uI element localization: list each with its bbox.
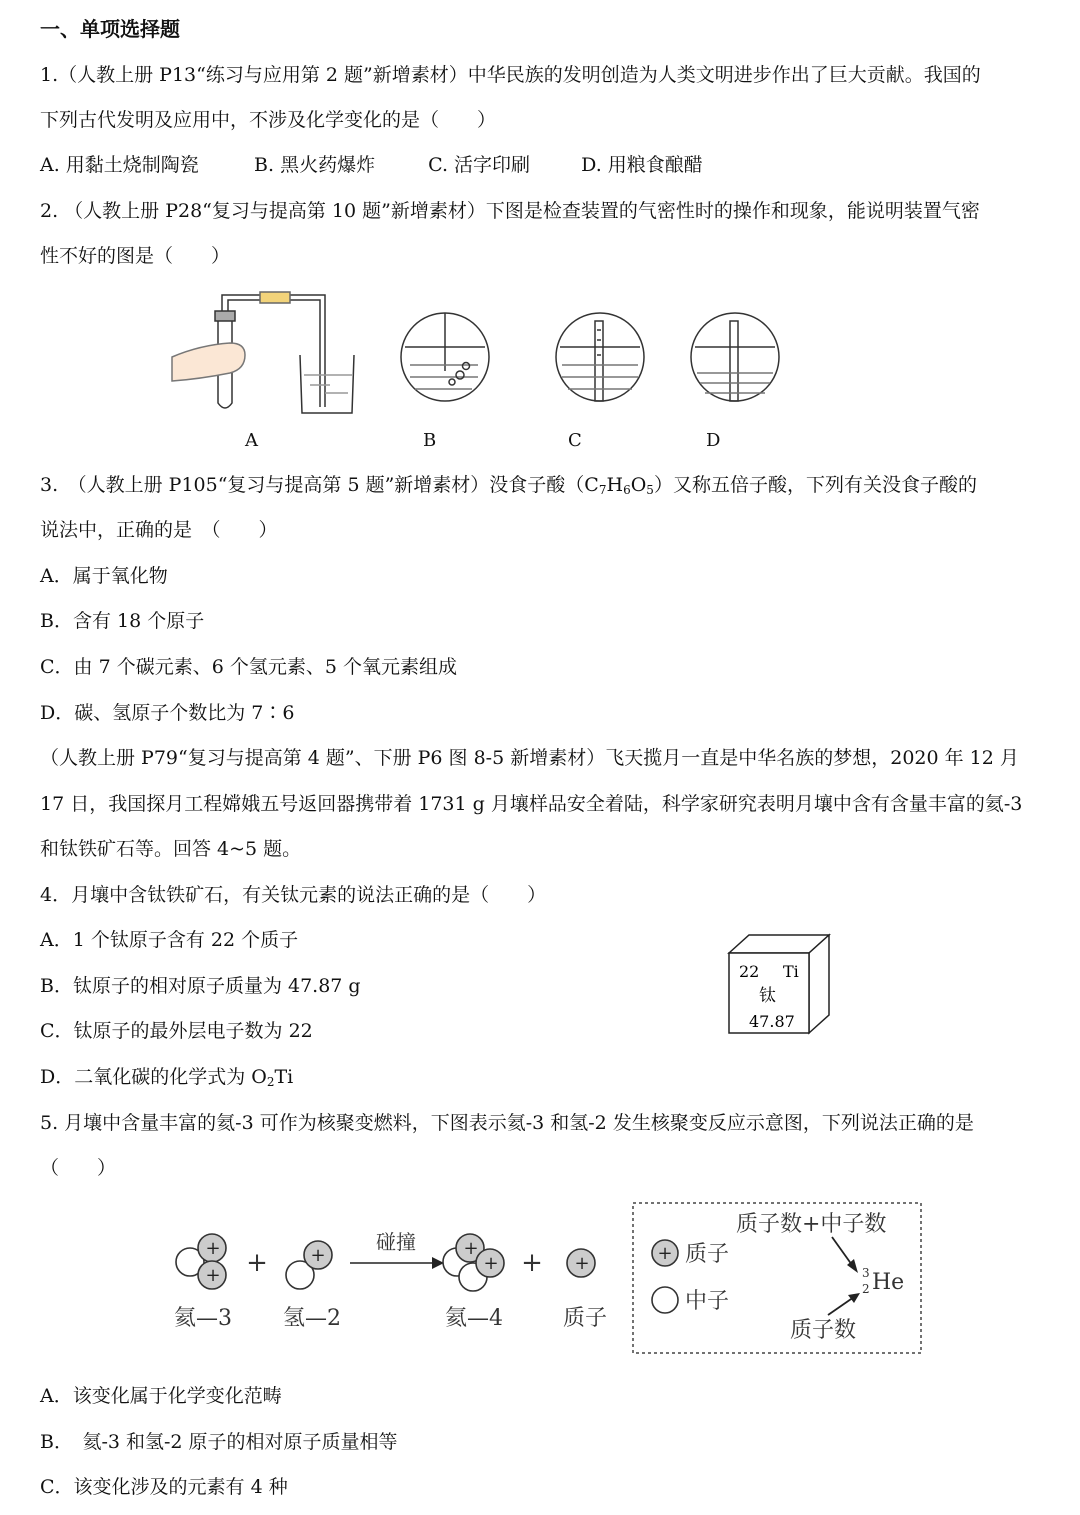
proton-plus-icon: + (310, 1245, 326, 1266)
q1-option-d[interactable]: D. 用粮食酿醋 (581, 154, 703, 176)
q1-stem-line1: 1.（人教上册 P13“练习与应用第 2 题”新增素材）中华民族的发明创造为人类文明进步作出了巨大贡献。我国的 (40, 64, 981, 86)
plus-sign-1: + (246, 1248, 268, 1278)
isotope-number: 2 (862, 1282, 870, 1296)
q4-option-b[interactable]: B．钛原子的相对原子质量为 47.87 g (40, 975, 361, 997)
proton-plus-icon: + (574, 1253, 590, 1274)
titanium-element-card (725, 933, 835, 1037)
legend-bottom-label: 质子数 (790, 1318, 857, 1343)
airtightness-figure (160, 285, 800, 425)
q5-option-c[interactable]: C．该变化涉及的元素有 4 种 (40, 1476, 288, 1498)
arrow-label: 碰撞 (376, 1230, 416, 1254)
section-title: 一、单项选择题 (40, 17, 180, 41)
q3-option-a[interactable]: A．属于氧化物 (40, 565, 168, 587)
proton-plus-icon: + (205, 1265, 221, 1286)
intro-line1: （人教上册 P79“复习与提高第 4 题”、下册 P6 图 8-5 新增素材）飞天揽月一直是中华名族的梦想，2020 年 12 月 (40, 747, 1019, 769)
circle-b (401, 313, 489, 401)
figure-label-a[interactable]: A (245, 430, 258, 451)
legend-neutron-icon (652, 1287, 678, 1313)
q5-stem-line1: 5. 月壤中含量丰富的氦-3 可作为核聚变燃料，下图表示氦-3 和氢-2 发生核聚变反应示意图，下列说法正确的是 (40, 1112, 974, 1134)
q3-option-c[interactable]: C．由 7 个碳元素、6 个氢元素、5 个氧元素组成 (40, 656, 457, 678)
q1-option-b[interactable]: B. 黑火药爆炸 (254, 154, 376, 176)
legend-proton-icon: + (657, 1243, 673, 1264)
figure-label-b[interactable]: B (423, 430, 437, 451)
label-proton: 质子 (562, 1306, 608, 1331)
proton-plus-icon: + (463, 1238, 479, 1259)
plus-sign-2: + (521, 1248, 543, 1278)
q3-option-d[interactable]: D．碳、氢原子个数比为 7∶6 (40, 702, 295, 724)
proton-plus-icon: + (483, 1253, 499, 1274)
q5-option-a[interactable]: A．该变化属于化学变化范畴 (40, 1385, 282, 1407)
q5-option-b[interactable]: B． 氦-3 和氢-2 原子的相对原子质量相等 (40, 1431, 398, 1453)
q1-stem-line2: 下列古代发明及应用中，不涉及化学变化的是（ ） (40, 109, 497, 131)
q4-option-d[interactable]: D．二氧化碳的化学式为 $O_2Ti$ (40, 1066, 294, 1089)
figure-label-d[interactable]: D (706, 430, 721, 451)
circle-c (556, 313, 644, 401)
figure-label-c[interactable]: C (568, 430, 582, 451)
q1-option-c[interactable]: C. 活字印刷 (428, 154, 531, 176)
isotope-mass: 3 (862, 1266, 870, 1280)
reaction-arrow (350, 1257, 444, 1269)
proton-plus-icon: + (205, 1238, 221, 1259)
element-name: 钛 (759, 986, 776, 1006)
element-number: 22 (739, 962, 760, 981)
q4-option-c[interactable]: C．钛原子的最外层电子数为 22 (40, 1020, 313, 1042)
legend-top-label: 质子数+中子数 (736, 1212, 887, 1237)
q3-stem-line1: 3. （人教上册 P105“复习与提高第 5 题”新增素材）没食子酸$(C_7H_6O_5)$又称五倍子酸，下列有关没食子酸的 (40, 474, 977, 497)
fusion-diagram (160, 1195, 930, 1360)
q3-stem-line2: 说法中，正确的是 （ ） (40, 519, 278, 541)
q2-stem-line2: 性不好的图是（ ） (40, 245, 231, 267)
intro-line3: 和钛铁矿石等。回答 4~5 题。 (40, 838, 302, 860)
q4-option-a[interactable]: A．1 个钛原子含有 22 个质子 (40, 929, 299, 951)
q4-stem: 4．月壤中含钛铁矿石，有关钛元素的说法正确的是（ ） (40, 884, 547, 906)
label-helium-3: 氦—3 (174, 1306, 232, 1331)
legend-proton-label: 质子 (685, 1242, 730, 1267)
q1-option-a[interactable]: A. 用黏土烧制陶瓷 (40, 154, 199, 176)
test-tube-apparatus (172, 292, 354, 413)
circle-d (691, 313, 779, 401)
legend-box (633, 1203, 921, 1353)
element-symbol: Ti (783, 962, 799, 981)
q5-stem-line2: （ ） (40, 1157, 117, 1179)
q3-option-b[interactable]: B．含有 18 个原子 (40, 610, 205, 632)
label-hydrogen-2: 氢—2 (283, 1306, 341, 1331)
intro-line2: 17 日，我国探月工程嫦娥五号返回器携带着 1731 g 月壤样品安全着陆，科学家研究表明月壤中含有含量丰富的氦-3 (40, 793, 1023, 815)
element-mass: 47.87 (749, 1012, 795, 1031)
q1-options (40, 152, 703, 178)
q2-stem-line1: 2. （人教上册 P28“复习与提高第 10 题”新增素材）下图是检查装置的气密性时的操作和现象，能说明装置气密 (40, 200, 980, 222)
legend-neutron-label: 中子 (685, 1289, 730, 1314)
label-helium-4: 氦—4 (445, 1306, 503, 1331)
isotope-symbol: He (872, 1270, 905, 1295)
